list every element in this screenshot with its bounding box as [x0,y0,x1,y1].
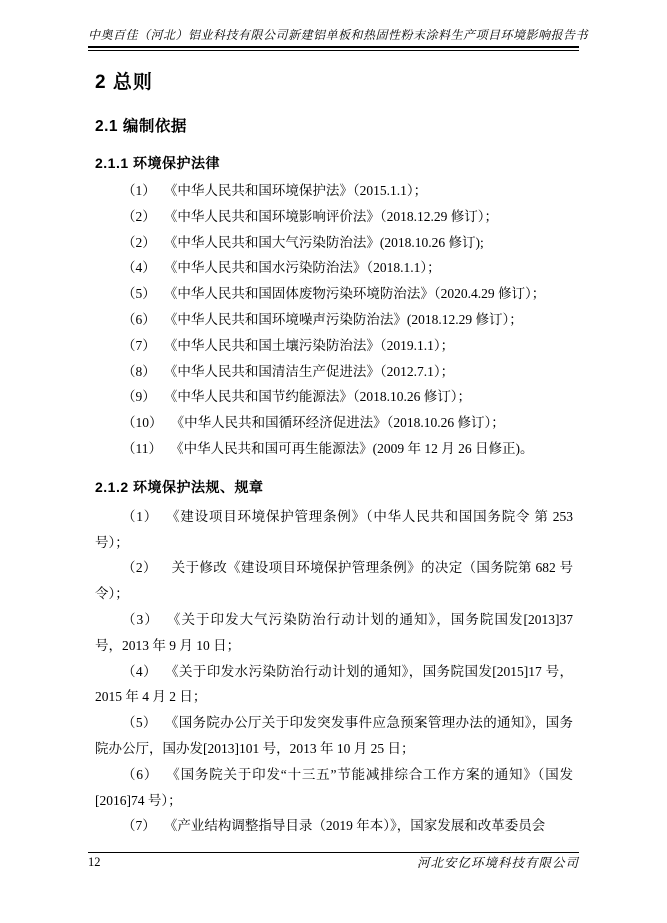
list-item [95,204,573,230]
list-item [95,230,573,256]
item-number: （1） [122,508,159,524]
item-text: 《中华人民共和国循环经济促进法》（2018.10.26 修订）； [177,415,505,431]
item-text: 《产业结构调整指导目录（2019 年本）》，国家发展和改革委员会 [170,818,546,834]
item-text: 《中华人民共和国环境影响评价法》（2018.12.29 修订）； [170,208,498,224]
item-number: （2） [122,234,156,250]
header-double-rule [88,46,579,51]
list-item [95,178,573,204]
item-text: 《中华人民共和国环境保护法》（2015.1.1）； [170,183,428,198]
list-item [95,333,573,359]
item-text: 《关于印发大气污染防治行动计划的通知》，国务院国发[2013]37 号，2013 年 9 月 10 日； [95,611,574,653]
subsection-title-regulations: 2.1.2 环境保护法规、规章 [95,478,264,495]
item-number: （7） [122,818,156,834]
item-text: 《建设项目环境保护管理条例》（中华人民共和国国务院令 第 253 号）； [95,508,574,550]
list-item [95,359,573,385]
item-number: （11） [122,440,162,456]
item-text: 《中华人民共和国大气污染防治法》(2018.10.26 修订); [170,234,484,250]
law-list [95,178,573,462]
list-item [95,255,573,281]
list-item [95,607,573,659]
item-text: 《中华人民共和国清洁生产促进法》（2012.7.1）； [170,363,455,379]
item-text: 《关于印发水污染防治行动计划的通知》，国务院国发[2015]17 号，2015 年 4 月 2 日； [95,663,573,705]
item-number: （6） [122,766,159,782]
subsection-title-laws: 2.1.1 环境保护法律 [95,155,221,171]
regulation-list [95,504,573,839]
list-item [95,659,573,711]
item-number: （9） [122,389,156,405]
item-number: （2） [122,560,157,576]
item-text: 《中华人民共和国水污染防治法》（2018.1.1）； [170,260,441,276]
item-text: 《中华人民共和国固体废物污染环境防治法》（2020.4.29 修订）； [170,286,546,302]
list-item [95,384,573,410]
list-item [95,710,573,762]
section-title: 2.1 编制依据 [95,118,187,135]
list-item [95,436,573,462]
item-number: （10） [122,415,163,431]
document-body [95,58,573,839]
list-item [95,813,573,839]
item-text: 《中华人民共和国土壤污染防治法》（2019.1.1）； [170,337,455,353]
list-item [95,281,573,307]
list-item [95,555,573,607]
item-text: 《国务院办公厅关于印发突发事件应急预案管理办法的通知》，国务院办公厅，国办发[2013]101 号，2013 年 10 月 25 日； [95,715,574,756]
item-number: （8） [122,363,156,379]
chapter-title: 2 总则 [95,72,153,93]
item-text: 《中华人民共和国环境噪声污染防治法》(2018.12.29 修订）； [170,311,523,327]
item-number: （5） [122,286,156,302]
item-text: 《中华人民共和国节约能源法》（2018.10.26 修订）； [170,389,471,405]
item-number: （5） [122,715,157,731]
item-number: （4） [122,260,156,276]
running-header-title: 中奥百佳（河北）铝业科技有限公司新建铝单板和热固性粉末涂料生产项目环境影响报告书 [88,28,589,42]
item-number: （6） [122,311,156,327]
footer-company-name: 河北安亿环境科技有限公司 [416,856,579,870]
item-text: 关于修改《建设项目环境保护管理条例》的决定（国务院第 682 号令）； [95,560,574,602]
list-item [95,307,573,333]
item-number: （3） [122,611,159,627]
item-number: （4） [122,663,157,679]
page-number: 12 [88,855,101,869]
list-item [95,762,573,814]
running-header [88,26,589,51]
item-text: 《中华人民共和国可再生能源法》(2009 年 12 月 26 日修正)。 [176,440,534,456]
list-item [95,504,573,556]
item-number: （7） [122,337,156,353]
item-number: （1） [122,183,156,198]
item-number: （2） [122,208,156,224]
list-item [95,410,573,436]
item-text: 《国务院关于印发“十三五”节能减排综合工作方案的通知》（国发[2016]74 号）； [95,766,574,808]
running-footer [88,852,579,872]
